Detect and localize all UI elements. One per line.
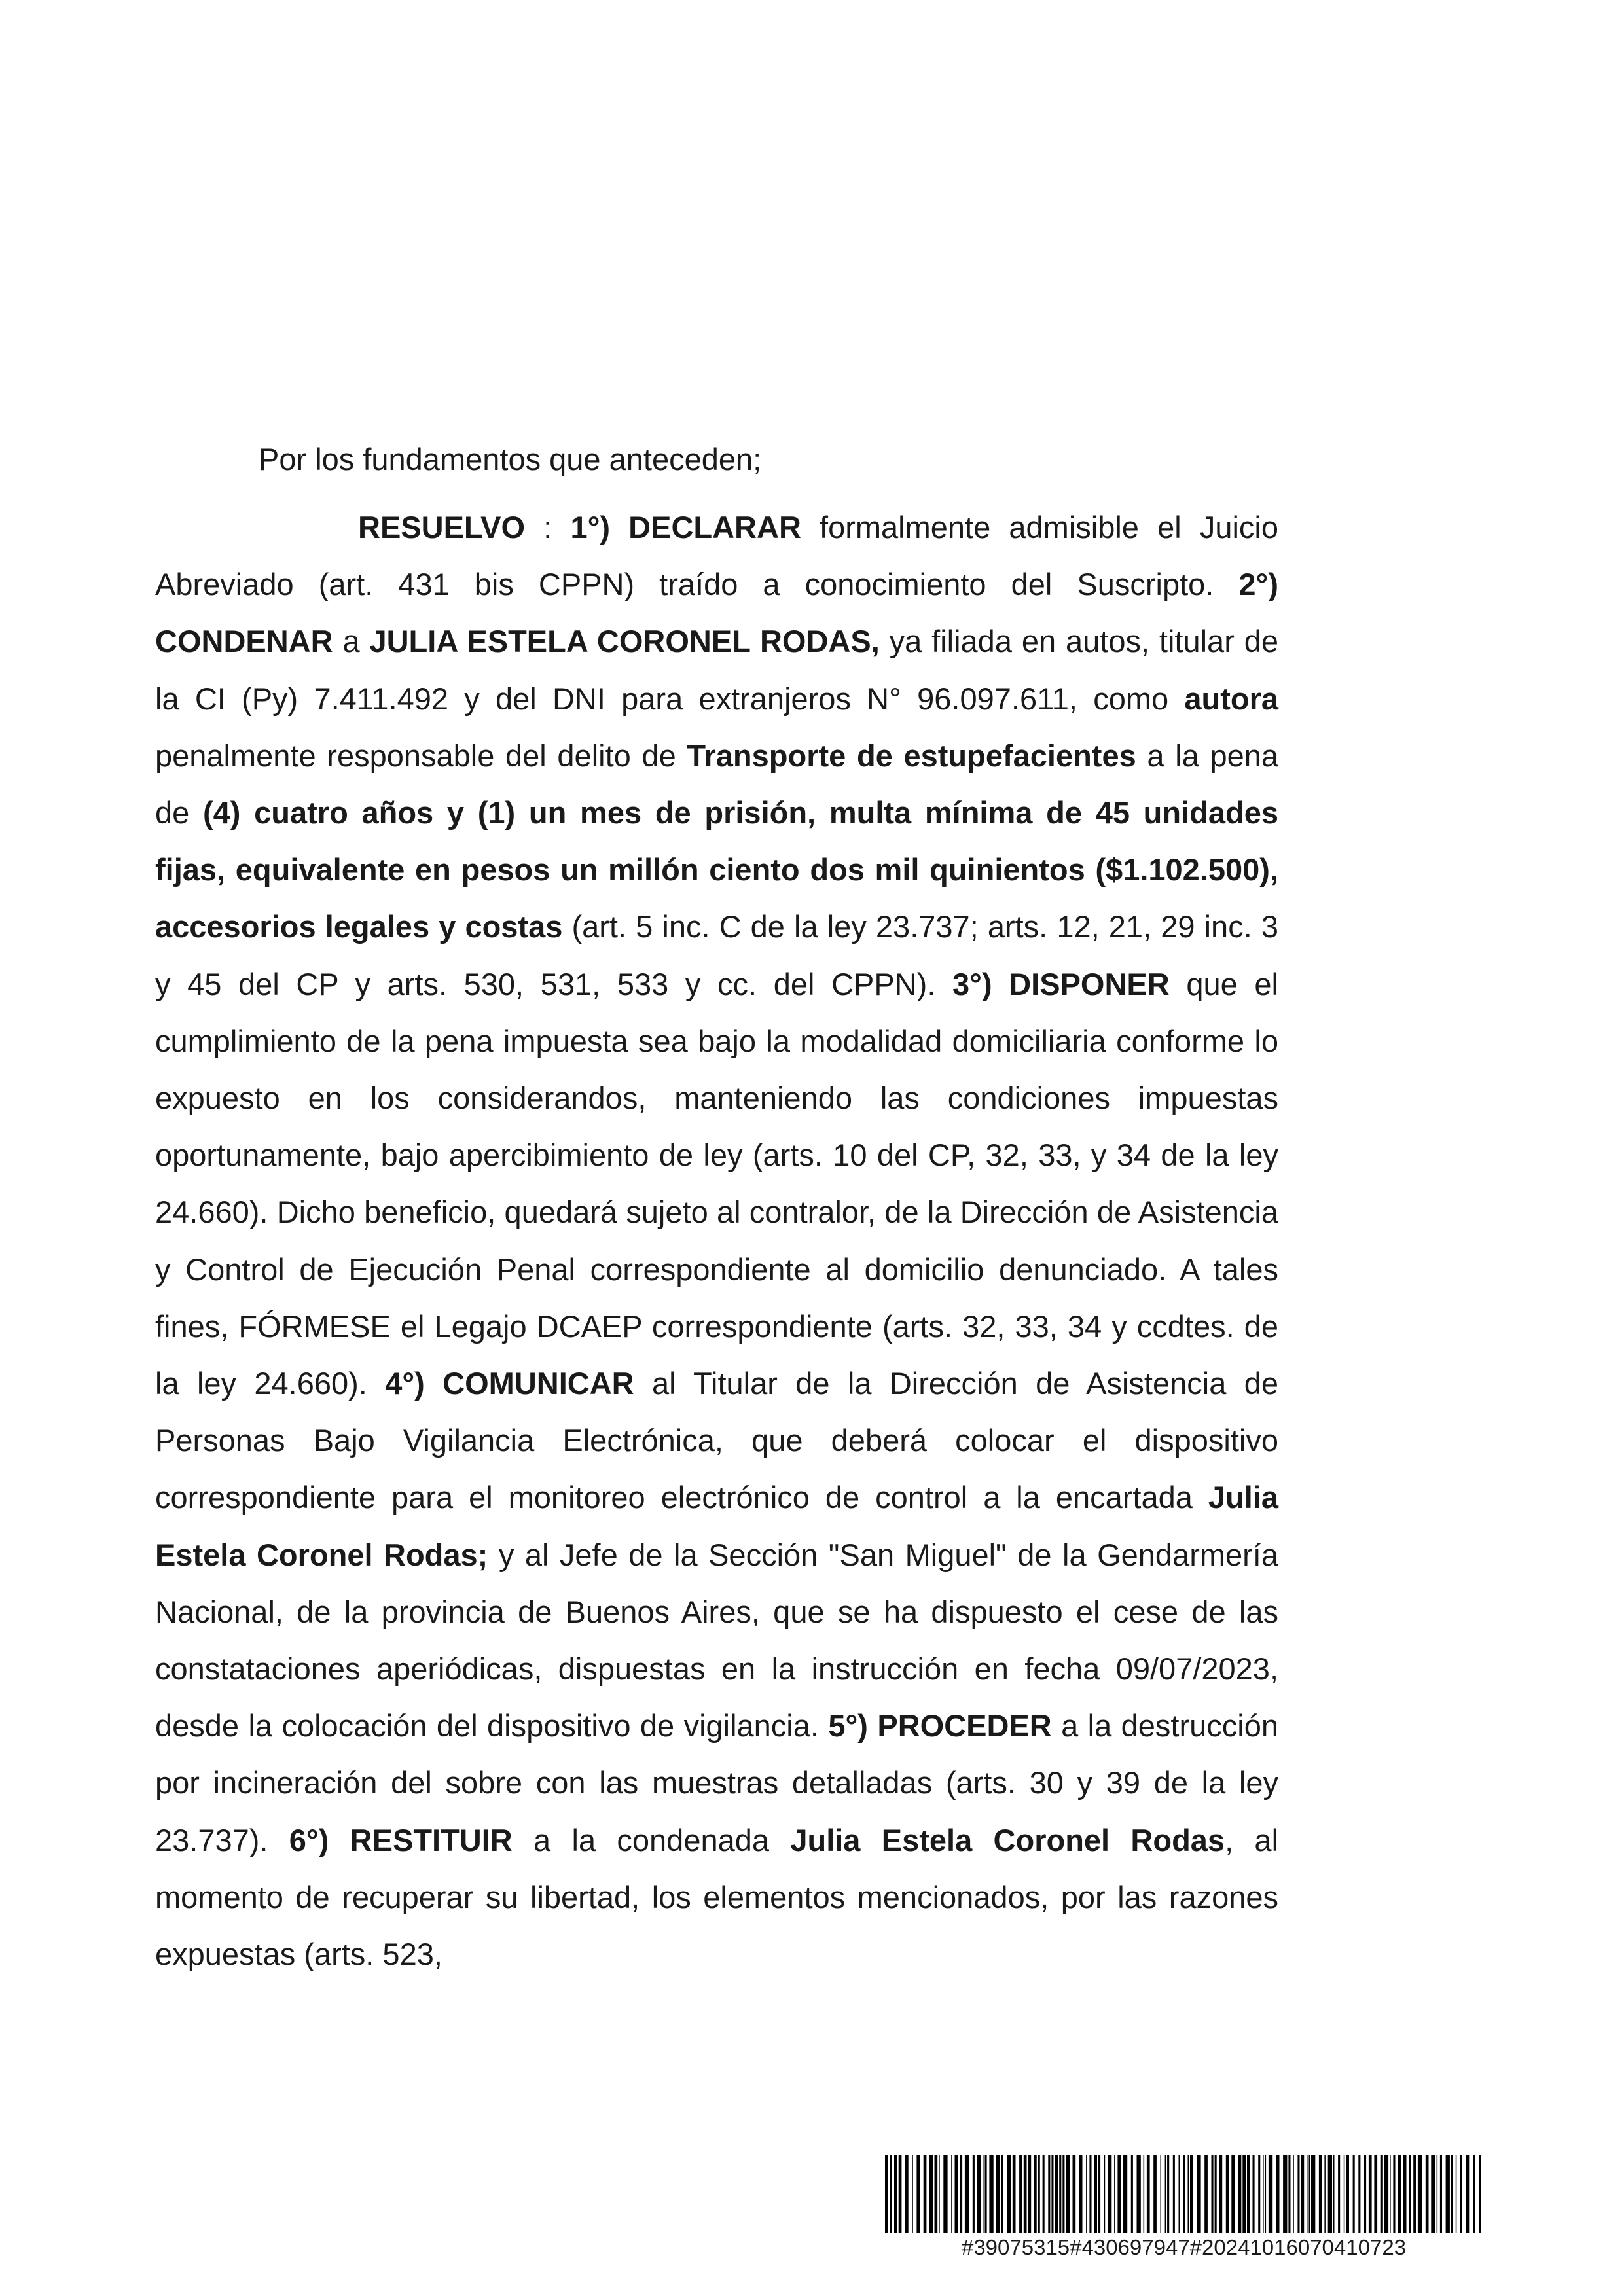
intro-line: Por los fundamentos que anteceden; <box>259 442 762 476</box>
text-run: a <box>333 624 370 659</box>
text-run: a la condenada <box>512 1822 791 1857</box>
resolution-paragraph <box>155 499 1278 1982</box>
bold-run: 2°) CONDENAR <box>155 567 1278 659</box>
bold-run: JULIA ESTELA CORONEL RODAS, <box>369 624 880 659</box>
bold-run: 4°) COMUNICAR <box>385 1366 634 1401</box>
text-run: formalmente admisible el Juicio Abreviado (art. 431 bis CPPN) traído a conocimiento del Suscripto. <box>155 510 1278 602</box>
bold-run: RESUELVO <box>358 510 526 545</box>
text-run: y al Jefe de la Sección "San Miguel" de la Gendarmería Nacional, de la provincia de Buenos Aires, que se ha dispuesto el cese de las constataciones aperiódicas, dispuestas en la instrucción en fecha 09/07/2023, desde la colocación del dispositivo de vigilancia. <box>155 1537 1278 1744</box>
text-run: a la destrucción por incineración del sobre con las muestras detalladas (arts. 30 y 39 de la ley 23.737). <box>155 1708 1278 1857</box>
barcode-caption: #39075315#430697947#20241016070410723 <box>961 2235 1407 2259</box>
bold-run: (4) cuatro años y (1) un mes de prisión, multa mínima de 45 unidades fijas, equivalente en pesos un millón ciento dos mil quinientos ($1.102.500), accesorios legales y costas <box>155 795 1278 944</box>
bold-run: Transporte de estupefacientes <box>687 738 1136 773</box>
barcode-block <box>885 2155 1483 2261</box>
text-run: ya filiada en autos, titular de la CI (Py) 7.411.492 y del DNI para extranjeros N° 96.097.611, como <box>155 624 1279 716</box>
barcode-image <box>885 2155 1483 2233</box>
text-run: : <box>525 510 571 545</box>
bold-run: Julia Estela Coronel Rodas <box>790 1822 1225 1857</box>
bold-run: Julia Estela Coronel Rodas; <box>155 1480 1278 1572</box>
bold-run: 6°) RESTITUIR <box>289 1822 513 1857</box>
text-run: que el cumplimiento de la pena impuesta sea bajo la modalidad domiciliaria conforme lo expuesto en los considerandos, manteniendo las condiciones impuestas oportunamente, bajo apercibimiento de ley (arts. 10 del CP, 32, 33, y 34 de la ley 24.660). Dicho beneficio, quedará sujeto al contralor, de la Dirección de Asistencia y Control de Ejecución Penal correspondiente al domicilio denunciado. A tales fines, FÓRMESE el Legajo DCAEP correspondiente (arts. 32, 33, 34 y ccdtes. de la ley 24.660). <box>155 966 1278 1401</box>
bold-run: autora <box>1184 681 1278 716</box>
text-run: (art. 5 inc. C de la ley 23.737; arts. 12, 21, 29 inc. 3 y 45 del CP y arts. 530, 531, 533 y cc. del CPPN). <box>155 909 1278 1001</box>
text-run: penalmente responsable del delito de <box>155 738 687 773</box>
bold-run: 5°) PROCEDER <box>828 1708 1052 1744</box>
bold-run: 1°) DECLARAR <box>570 510 801 545</box>
text-run: , al momento de recuperar su libertad, los elementos mencionados, por las razones expuestas (arts. 523, <box>155 1822 1279 1972</box>
bold-run: 3°) DISPONER <box>952 966 1170 1001</box>
text-run: a la pena de <box>155 738 1279 831</box>
text-run: al Titular de la Dirección de Asistencia de Personas Bajo Vigilancia Electrónica, que deberá colocar el dispositivo correspondiente para el monitoreo electrónico de control a la encartada <box>155 1366 1278 1515</box>
